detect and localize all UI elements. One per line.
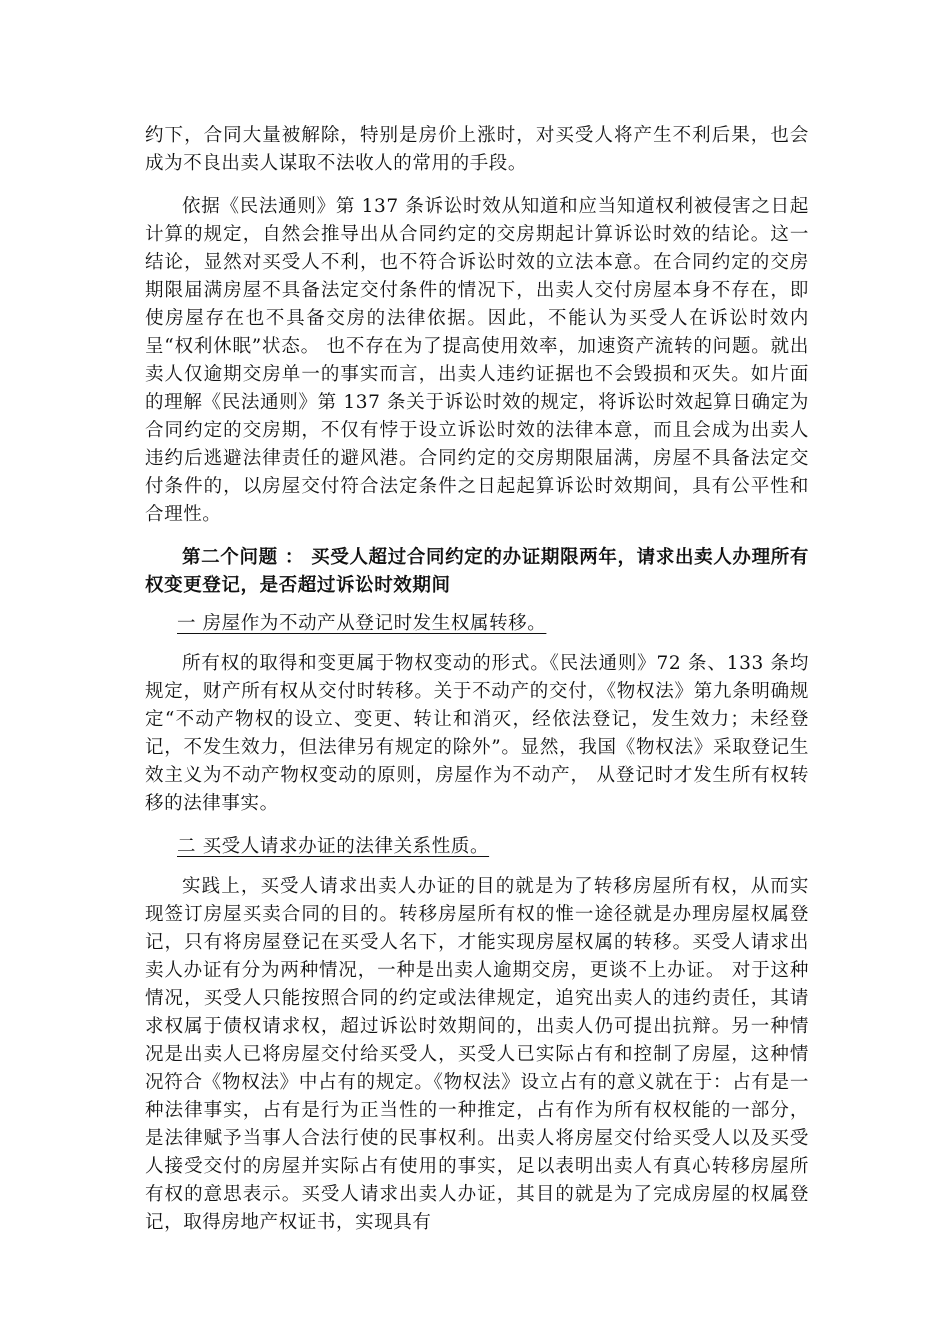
paragraph-property-right: 所有权的取得和变更属于物权变动的形式。《民法通则》72 条、133 条均规定，财产所有权从交付时转移。关于不动产的交付，《物权法》第九条明确规定“不动产物权的设立、变更、转让和消灭，经依法登记，发生效力；未经登记，不发生效力，但法律另有规定的除外”。显然，我国《物权法》采取登记生效主义为不动产物权变动的原则，房屋作为不动产， 从登记时才发生所有权转移的法律事实。: [145, 653, 809, 814]
paragraph-continuation: 约下，合同大量被解除，特别是房价上涨时，对买受人将产生不利后果，也会成为不良出卖人谋取不法收人的常用的手段。: [145, 125, 809, 174]
paragraph-practice: 实践上，买受人请求出卖人办证的目的就是为了转移房屋所有权，从而实现签订房屋买卖合同的目的。转移房屋所有权的惟一途径就是办理房屋权属登记，只有将房屋登记在买受人名下，才能实现房屋权属的转移。买受人请求出卖人办证有分为两种情况，一种是出卖人逾期交房，更谈不上办证。 对于这种情况，买受人只能按照合同的约定或法律规定，追究出卖人的违约责任，其请求权属于债权请求权，超过诉讼时效期间的，出卖人仍可提出抗辩。另一种情况是出卖人已将房屋交付给买受人，买受人已实际占有和控制了房屋，这种情况符合《物权法》中占有的规定。《物权法》设立占有的意义就在于：占有是一种法律事实，占有是行为正当性的一种推定，占有作为所有权权能的一部分，是法律赋予当事人合法行使的民事权利。出卖人将房屋交付给买受人以及买受人接受交付的房屋并实际占有使用的事实，足以表明出卖人有真心转移房屋所有权的意思表示。买受人请求出卖人办证，其目的就是为了完成房屋的权属登记，取得房地产权证书，实现具有: [145, 876, 809, 1233]
subheading-1-text: 一 房屋作为不动产从登记时发生权属转移。: [177, 613, 547, 634]
subheading-2: [145, 833, 809, 861]
section-heading: 第二个问题 ： 买受人超过合同约定的办证期限两年，请求出卖人办理所有权变更登记，是否超过诉讼时效期间: [145, 547, 809, 596]
paragraph-statute-limitation: 依据《民法通则》第 137 条诉讼时效从知道和应当知道权利被侵害之日起计算的规定，自然会推导出从合同约定的交房期起计算诉讼时效的结论。这一结论，显然对买受人不利，也不符合诉讼时效的立法本意。在合同约定的交房期限届满房屋不具备法定交付条件的情况下，出卖人交付房屋本身不存在，即使房屋存在也不具备交房的法律依据。因此，不能认为买受人在诉讼时效内呈“权利休眠”状态。 也不存在为了提高使用效率，加速资产流转的问题。就出卖人仅逾期交房单一的事实而言，出卖人违约证据也不会毁损和灭失。如片面的理解《民法通则》第 137 条关于诉讼时效的规定，将诉讼时效起算日确定为合同约定的交房期，不仅有悖于设立诉讼时效的法律本意，而且会成为出卖人违约后逃避法律责任的避风港。合同约定的交房期限届满，房屋不具备法定交付条件的，以房屋交付符合法定条件之日起起算诉讼时效期间，具有公平性和合理性。: [145, 196, 809, 525]
text-column: [145, 122, 809, 1252]
subheading-2-text: 二 买受人请求办证的法律关系性质。: [177, 836, 490, 857]
subheading-1: [145, 610, 809, 638]
